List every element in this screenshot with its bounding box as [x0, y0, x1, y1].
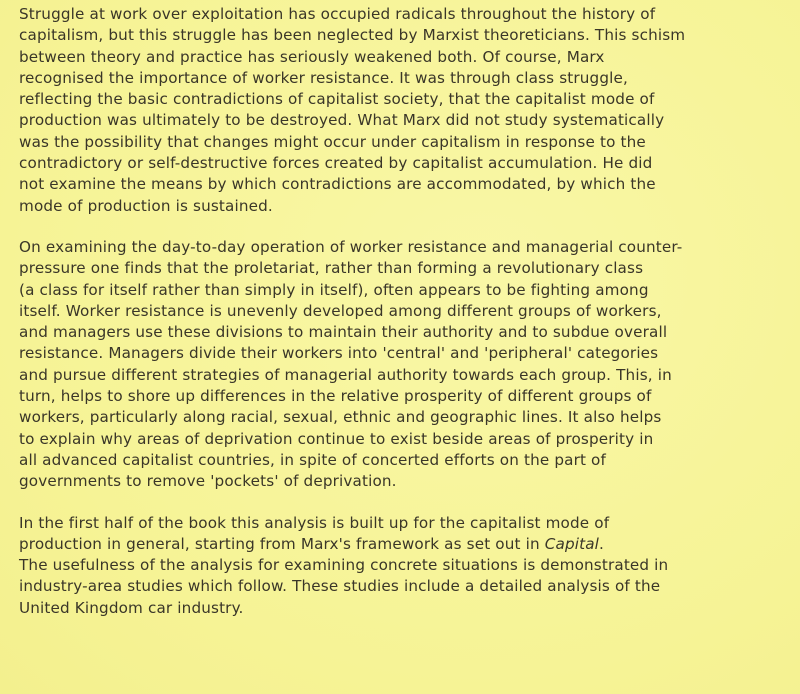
- text-line: On examining the day-to-day operation of worker resistance and managerial counter-: [19, 237, 683, 256]
- text-line: Struggle at work over exploitation has occupied radicals throughout the history of: [19, 5, 656, 23]
- text-line: workers, particularly along racial, sexual, ethnic and geographic lines. It also helps: [19, 408, 662, 427]
- text-line: governments to remove 'pockets' of deprivation.: [19, 472, 397, 491]
- text-line: turn, helps to shore up differences in the relative prosperity of different groups of: [19, 387, 652, 406]
- text-line: all advanced capitalist countries, in spite of concerted efforts on the part of: [19, 450, 606, 469]
- text-line: The usefulness of the analysis for examining concrete situations is demonstrated in: [19, 556, 669, 575]
- text-line-with-title: [19, 534, 790, 555]
- text-line: and managers use these divisions to maintain their authority and to subdue overall: [19, 323, 668, 342]
- paragraph-gap: [19, 493, 790, 513]
- text-line: reflecting the basic contradictions of capitalist society, that the capitalist mode of: [19, 90, 655, 109]
- paragraph-gap: [19, 217, 790, 237]
- text-line: was the possibility that changes might occur under capitalism in response to the: [19, 132, 646, 151]
- text-line: In the first half of the book this analysis is built up for the capitalist mode of: [19, 513, 610, 532]
- text-line: pressure one finds that the proletariat, rather than forming a revolutionary class: [19, 259, 644, 278]
- title-suffix: .: [599, 534, 605, 553]
- paragraph-3: [19, 513, 790, 619]
- text-segment: production in general, starting from Marx's framework as set out in: [19, 534, 540, 553]
- text-line: production was ultimately to be destroyed. What Marx did not study systematically: [19, 111, 665, 130]
- text-line: mode of production is sustained.: [19, 196, 273, 215]
- text-line: capitalism, but this struggle has been neglected by Marxist theoreticians. This schism: [19, 26, 686, 45]
- text-line: to explain why areas of deprivation continue to exist beside areas of prosperity in: [19, 429, 654, 448]
- text-line: and pursue different strategies of managerial authority towards each group. This, in: [19, 365, 672, 384]
- text-line: resistance. Managers divide their workers into 'central' and 'peripheral' categories: [19, 344, 659, 363]
- text-line: not examine the means by which contradictions are accommodated, by which the: [19, 175, 656, 194]
- paragraph-2: [19, 237, 790, 493]
- text-line: (a class for itself rather than simply in itself), often appears to be fighting among: [19, 280, 649, 299]
- text-line: recognised the importance of worker resistance. It was through class struggle,: [19, 68, 628, 87]
- text-line: United Kingdom car industry.: [19, 598, 244, 617]
- paragraph-1: [19, 4, 790, 217]
- text-line: industry-area studies which follow. These studies include a detailed analysis of the: [19, 577, 661, 596]
- text-line: itself. Worker resistance is unevenly developed among different groups of workers,: [19, 301, 662, 320]
- text-line: contradictory or self-destructive forces created by capitalist accumulation. He did: [19, 154, 653, 173]
- text-line: between theory and practice has seriously weakened both. Of course, Marx: [19, 47, 605, 66]
- book-title-capital: Capital: [544, 534, 600, 553]
